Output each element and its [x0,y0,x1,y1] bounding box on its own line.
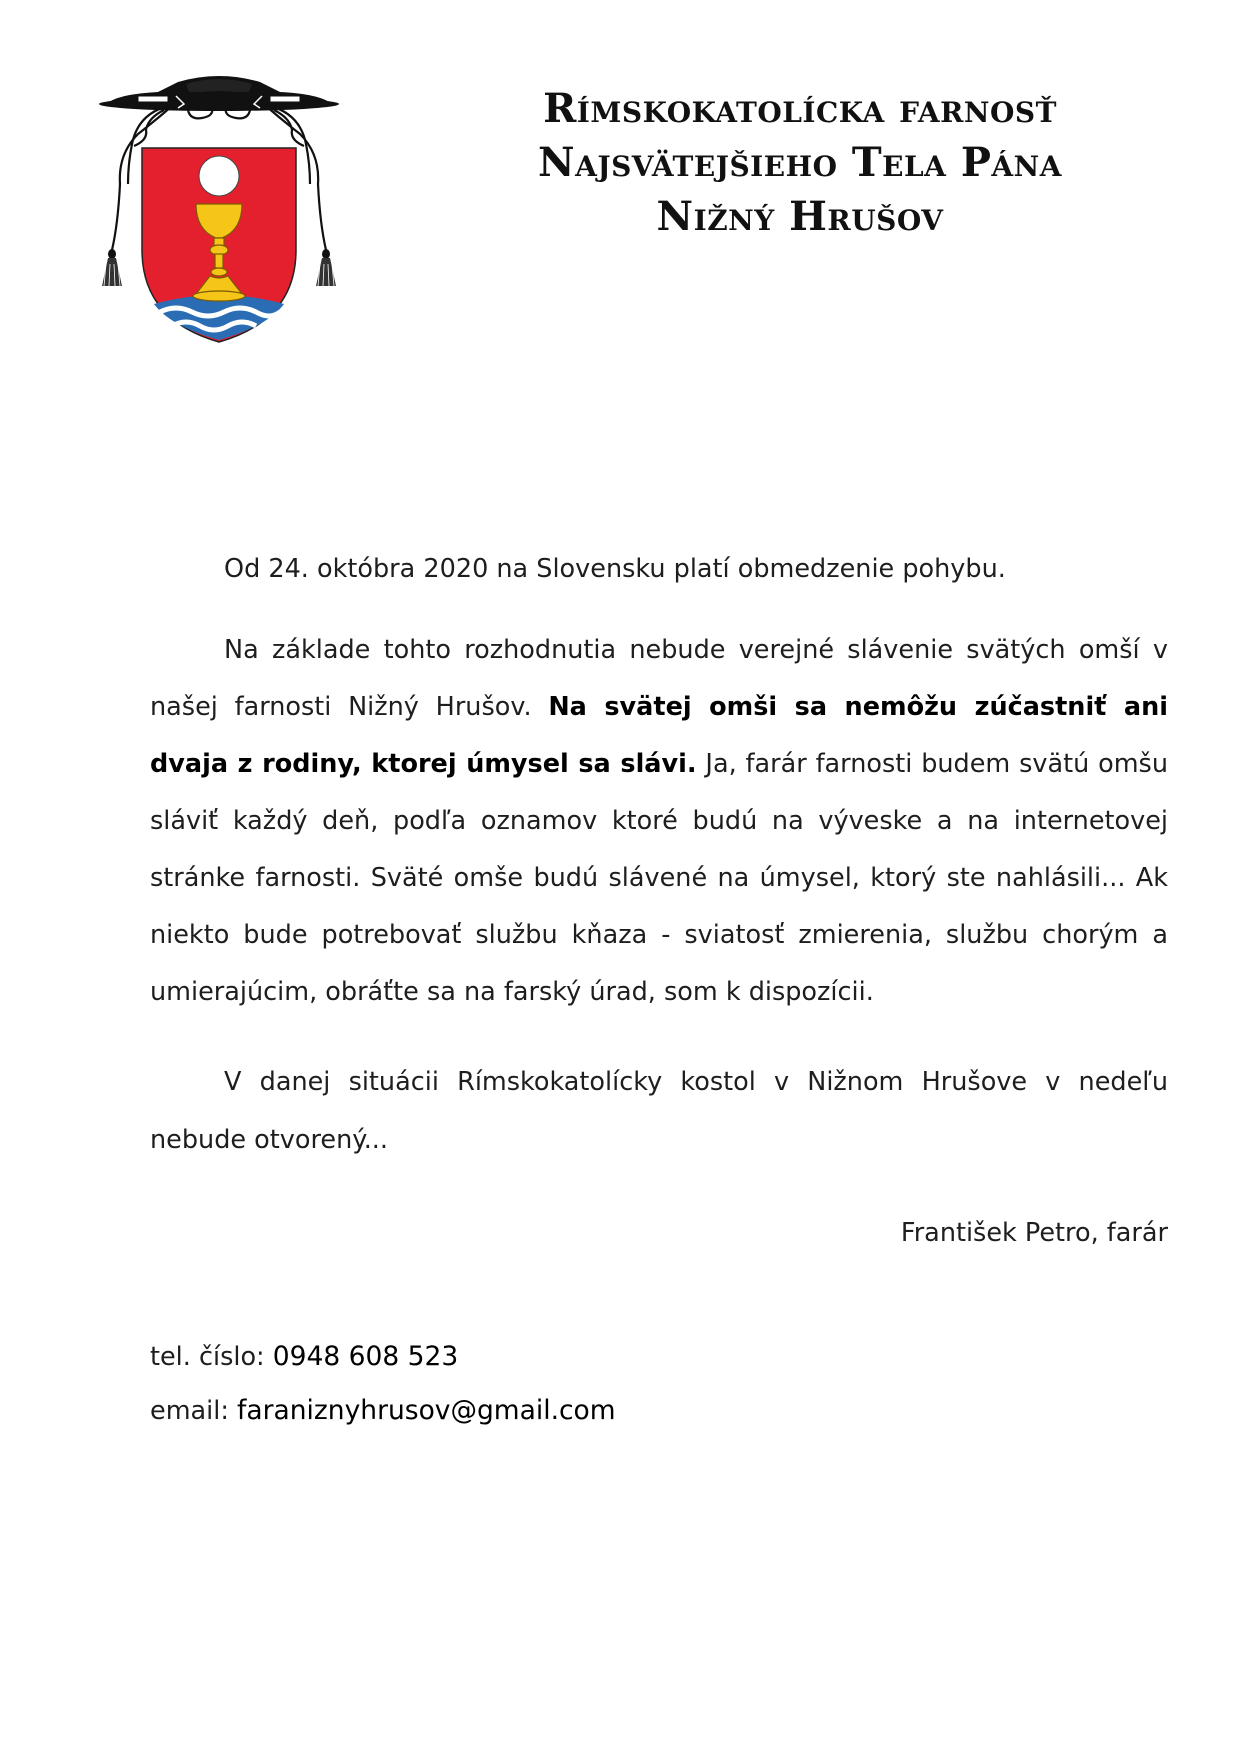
email-label: email: [150,1396,229,1426]
signature: František Petro, farár [900,1218,1168,1248]
phone-line [150,1330,616,1384]
email-line [150,1384,616,1438]
paragraph-restriction: Od 24. októbra 2020 na Slovensku platí obmedzenie pohybu. [224,554,1006,584]
contact-info [150,1330,616,1438]
header-line-2: Najsvätejšieho Tela Pána [538,139,1062,186]
phone-number[interactable]: 0948 608 523 [272,1341,459,1372]
email-address[interactable]: faraniznyhrusov@gmail.com [237,1395,616,1426]
host-icon [199,156,239,196]
galero-hat-icon [99,76,339,111]
paragraph-church-closed: V danej situácii Rímskokatolícky kostol v Nižnom Hrušove v nedeľu nebude otvorený... [150,1067,1168,1155]
paragraph-masses-part-2: Ja, farár farnosti budem svätú omšu sláviť každý deň, podľa oznamov ktoré budú na vývеske a na internetovej stránke farnosti. Sväté omše budú slávené na úmysel, ktorý ste nahlásili... Ak niekto bude potrebovať službu kňaza - sviatosť zmierenia, službu chorým a umierajúcim, obráťte sa na farský úrad, som k dispozícii. [150,749,1168,1007]
paragraph-masses-part-1: Na základe tohto rozhodnutia nebude verejné slávenie svätých omší v našej farnosti Nižný Hrušov. [150,635,1168,722]
header-line-3: Nižný Hrušov [656,193,944,240]
phone-label: tel. číslo: [150,1342,265,1372]
coat-of-arms-icon [98,74,340,386]
paragraph-masses-bold: Na svätej omši sa nemôžu zúčastniť ani dvaja z rodiny, ktorej úmysel sa slávi. [150,692,1168,779]
paragraph-masses [150,622,1168,1021]
parish-header [440,82,1160,244]
header-line-1: Rímskokatolícka farnosť [543,85,1057,132]
